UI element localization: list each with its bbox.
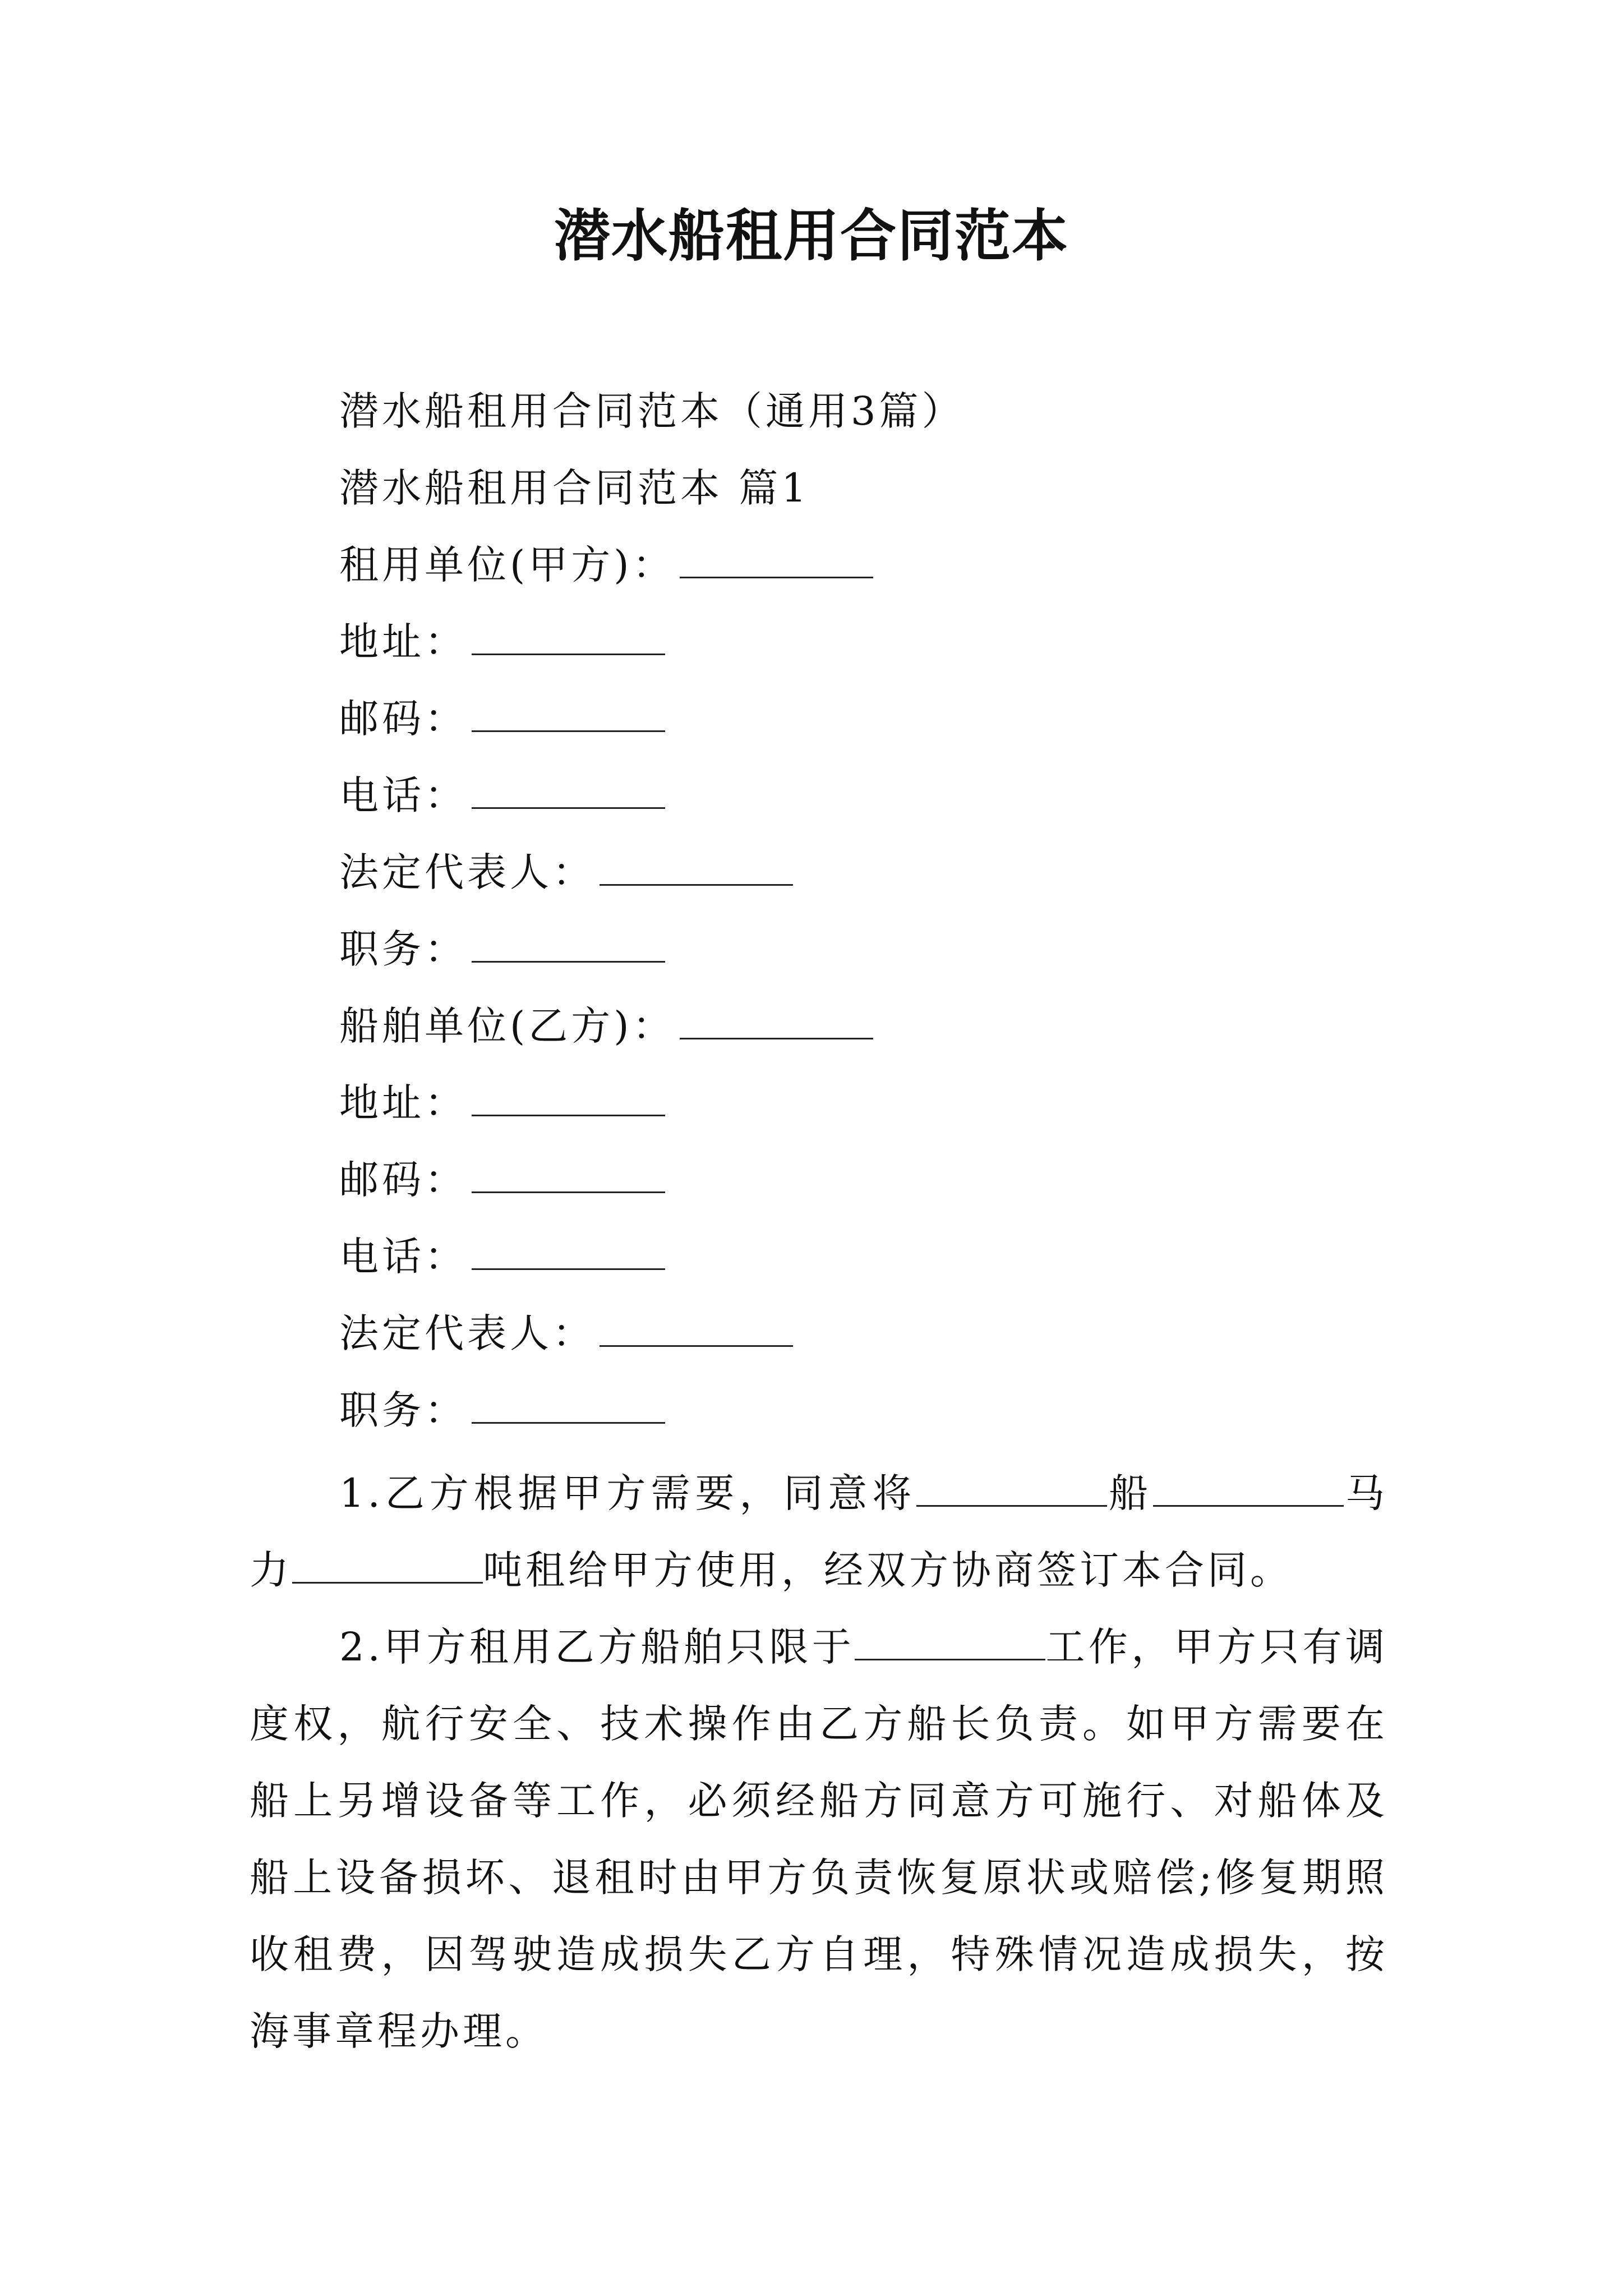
party-a-legal-rep-blank: [600, 853, 793, 886]
party-b-address-row: [339, 1080, 665, 1126]
party-a-phone-label: 电话：: [339, 772, 467, 818]
clause-1: [250, 1455, 1388, 1609]
clause-2-part2: 工作，甲方只有调度权，航行安全、技术操作由乙方船长负责。如甲方需要在船上另增设备等工作，必须经船方同意方可施行、对船体及船上设备损坏、退租时由甲方负责恢复原状或赔偿;修复期照收租费，因驾驶造成损失乙方自理，特殊情况造成损失，按海事章程办理。: [250, 1624, 1388, 2054]
party-b-phone-row: [339, 1234, 665, 1280]
party-a-legal-rep-row: [339, 849, 793, 895]
clause-2-blank-1: [855, 1627, 1045, 1660]
party-b-phone-label: 电话：: [339, 1234, 467, 1280]
party-a-postcode-label: 邮码：: [339, 696, 467, 742]
clause-2: [250, 1609, 1388, 2070]
document-subtitle: 潜水船租用合同范本（通用3篇）: [339, 388, 965, 434]
party-a-address-label: 地址：: [339, 619, 467, 665]
clause-1-part2: 船: [1107, 1470, 1154, 1516]
party-a-postcode-blank: [472, 699, 665, 732]
party-a-postcode-row: [339, 696, 665, 742]
party-a-address-blank: [472, 622, 665, 655]
party-b-position-row: [339, 1387, 665, 1433]
clause-1-blank-2: [1153, 1474, 1344, 1507]
section-heading: 潜水船租用合同范本 篇1: [339, 465, 810, 511]
party-b-phone-blank: [472, 1237, 665, 1270]
party-b-postcode-label: 邮码：: [339, 1157, 467, 1203]
party-b-address-blank: [472, 1083, 665, 1116]
party-a-unit-label: 租用单位(甲方)：: [339, 542, 675, 588]
party-b-unit-blank: [680, 1006, 873, 1039]
party-b-postcode-row: [339, 1157, 665, 1203]
party-a-position-blank: [472, 930, 665, 963]
party-b-position-label: 职务：: [339, 1387, 467, 1433]
document-title: 潜水船租用合同范本: [554, 203, 1069, 269]
party-a-unit-row: [339, 542, 873, 588]
party-a-phone-row: [339, 772, 665, 818]
clause-2-part1: 2.甲方租用乙方船舶只限于: [339, 1624, 855, 1670]
clause-1-part1: 1.乙方根据甲方需要，同意将: [339, 1470, 917, 1516]
party-a-position-label: 职务：: [339, 926, 467, 972]
party-a-address-row: [339, 619, 665, 665]
party-a-phone-blank: [472, 776, 665, 809]
party-b-unit-row: [339, 1003, 873, 1049]
party-a-position-row: [339, 926, 665, 972]
clause-1-part4: 吨租给甲方使用，经双方协商签订本合同。: [483, 1547, 1293, 1593]
party-b-legal-rep-blank: [600, 1314, 793, 1347]
clause-1-part3: 马力: [250, 1470, 1388, 1593]
party-a-legal-rep-label: 法定代表人：: [339, 849, 595, 895]
party-b-postcode-blank: [472, 1160, 665, 1193]
clause-1-blank-3: [292, 1550, 483, 1584]
party-b-legal-rep-label: 法定代表人：: [339, 1310, 595, 1356]
party-b-unit-label: 船舶单位(乙方)：: [339, 1003, 675, 1049]
party-b-address-label: 地址：: [339, 1080, 467, 1126]
party-b-legal-rep-row: [339, 1310, 793, 1356]
party-a-unit-blank: [680, 545, 873, 578]
party-b-position-blank: [472, 1391, 665, 1424]
clause-1-blank-1: [916, 1474, 1107, 1507]
